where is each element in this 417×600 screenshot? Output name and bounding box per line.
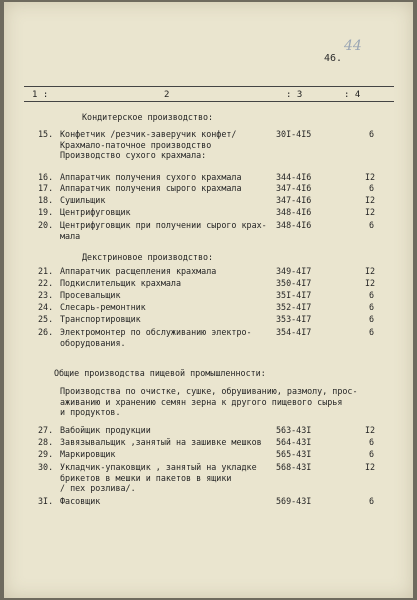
row-grade: 6 <box>369 496 375 506</box>
column-header-2: 2 <box>164 90 170 100</box>
row-number: 21. <box>38 266 54 276</box>
row-number: 22. <box>38 278 54 288</box>
column-header-4: : 4 <box>344 90 361 100</box>
row-description: Конфетчик /резчик-заверучик конфет/ <box>60 129 237 139</box>
row-code: 564-43I <box>276 437 312 447</box>
row-grade: 6 <box>369 220 375 230</box>
row-description: Производство сухого крахмала: <box>60 150 207 160</box>
row-description: Маркировщик <box>60 449 116 459</box>
row-number: 17. <box>38 183 54 193</box>
row-code: 350-4I7 <box>276 278 312 288</box>
row-number: 18. <box>38 195 54 205</box>
column-header-1: 1 : <box>32 90 49 100</box>
row-grade: 6 <box>369 437 375 447</box>
row-grade: 6 <box>369 129 375 139</box>
row-description: Производства по очистке, сушке, обрушиванию, размолу, прос- <box>60 386 358 396</box>
row-description: Крахмало-паточное производство <box>60 139 212 150</box>
row-number: 26. <box>38 327 54 337</box>
row-code: 348-4I6 <box>276 220 312 230</box>
row-number: 15. <box>38 129 54 139</box>
row-code: 347-4I6 <box>276 183 312 193</box>
row-description: Транспортировщик <box>60 314 141 324</box>
row-grade: 6 <box>369 327 375 337</box>
row-grade: 6 <box>369 449 375 459</box>
row-code: 568-43I <box>276 462 312 472</box>
row-grade: 6 <box>369 302 375 312</box>
section-heading: Декстриновое производство: <box>82 252 214 262</box>
row-description: Центрифуговщик <box>60 207 131 217</box>
table-header-rule <box>24 101 394 102</box>
row-grade: I2 <box>365 278 376 288</box>
row-description: аживанию и хранению семян зерна к другого пищевого сырья <box>60 396 343 407</box>
row-code: 30I-4I5 <box>276 129 312 139</box>
row-description: Укладчик-упаковщик , занятый на укладке <box>60 462 257 472</box>
document-page <box>4 2 413 598</box>
row-code: 35I-4I7 <box>276 290 312 300</box>
row-number: 20. <box>38 220 54 230</box>
section-heading: Общие производства пищевой промышленности: <box>54 368 266 378</box>
row-description: Просевальщик <box>60 290 121 300</box>
row-description: Фасовщик <box>60 496 101 506</box>
row-code: 348-4I6 <box>276 207 312 217</box>
row-grade: 6 <box>369 290 375 300</box>
row-description: Центрифуговщик при получении сырого крах- <box>60 220 267 230</box>
row-description: оборудования. <box>60 337 126 348</box>
row-grade: 6 <box>369 314 375 324</box>
row-code: 344-4I6 <box>276 172 312 182</box>
row-grade: I2 <box>365 172 376 182</box>
row-description: Вабойщик продукции <box>60 425 151 435</box>
row-grade: I2 <box>365 195 376 205</box>
row-grade: 6 <box>369 183 375 193</box>
section-heading: Кондитерское производство: <box>82 112 214 122</box>
row-number: 25. <box>38 314 54 324</box>
row-description: / пех розлива/. <box>60 483 136 493</box>
handwritten-page-number: 44 <box>344 38 362 54</box>
row-description: брикетов в мешки и пакетов в ящики <box>60 472 232 483</box>
row-description: мала <box>60 230 81 241</box>
row-number: 30. <box>38 462 54 472</box>
row-number: 28. <box>38 437 54 447</box>
row-code: 349-4I7 <box>276 266 312 276</box>
row-description: и продуктов. <box>60 407 121 417</box>
row-code: 354-4I7 <box>276 327 312 337</box>
row-code: 352-4I7 <box>276 302 312 312</box>
row-number: 24. <box>38 302 54 312</box>
row-grade: I2 <box>365 425 376 435</box>
row-description: Сушильщик <box>60 195 106 205</box>
row-grade: I2 <box>365 207 376 217</box>
row-code: 353-4I7 <box>276 314 312 324</box>
row-description: Слесарь-ремонтник <box>60 302 146 312</box>
table-top-rule <box>24 86 394 87</box>
row-code: 347-4I6 <box>276 195 312 205</box>
row-description: Электромонтер по обслуживанию электро- <box>60 327 252 337</box>
row-number: 29. <box>38 449 54 459</box>
row-number: 16. <box>38 172 54 182</box>
row-grade: I2 <box>365 266 376 276</box>
page-number: 46. <box>324 53 343 64</box>
row-description: Аппаратчик расщепления крахмала <box>60 266 217 276</box>
row-description: Аппаратчик получения сырого крахмала <box>60 183 242 193</box>
row-number: 19. <box>38 207 54 217</box>
row-number: 3I. <box>38 496 54 506</box>
row-description: Подкислительщик крахмала <box>60 278 182 288</box>
row-code: 569-43I <box>276 496 312 506</box>
row-description: Завязывальщик ,занятый на зашивке мешков <box>60 437 262 447</box>
row-code: 565-43I <box>276 449 312 459</box>
row-code: 563-43I <box>276 425 312 435</box>
row-number: 23. <box>38 290 54 300</box>
row-number: 27. <box>38 425 54 435</box>
row-grade: I2 <box>365 462 376 472</box>
row-description: Аппаратчик получения сухого крахмала <box>60 172 242 182</box>
column-header-3: : 3 <box>286 90 303 100</box>
